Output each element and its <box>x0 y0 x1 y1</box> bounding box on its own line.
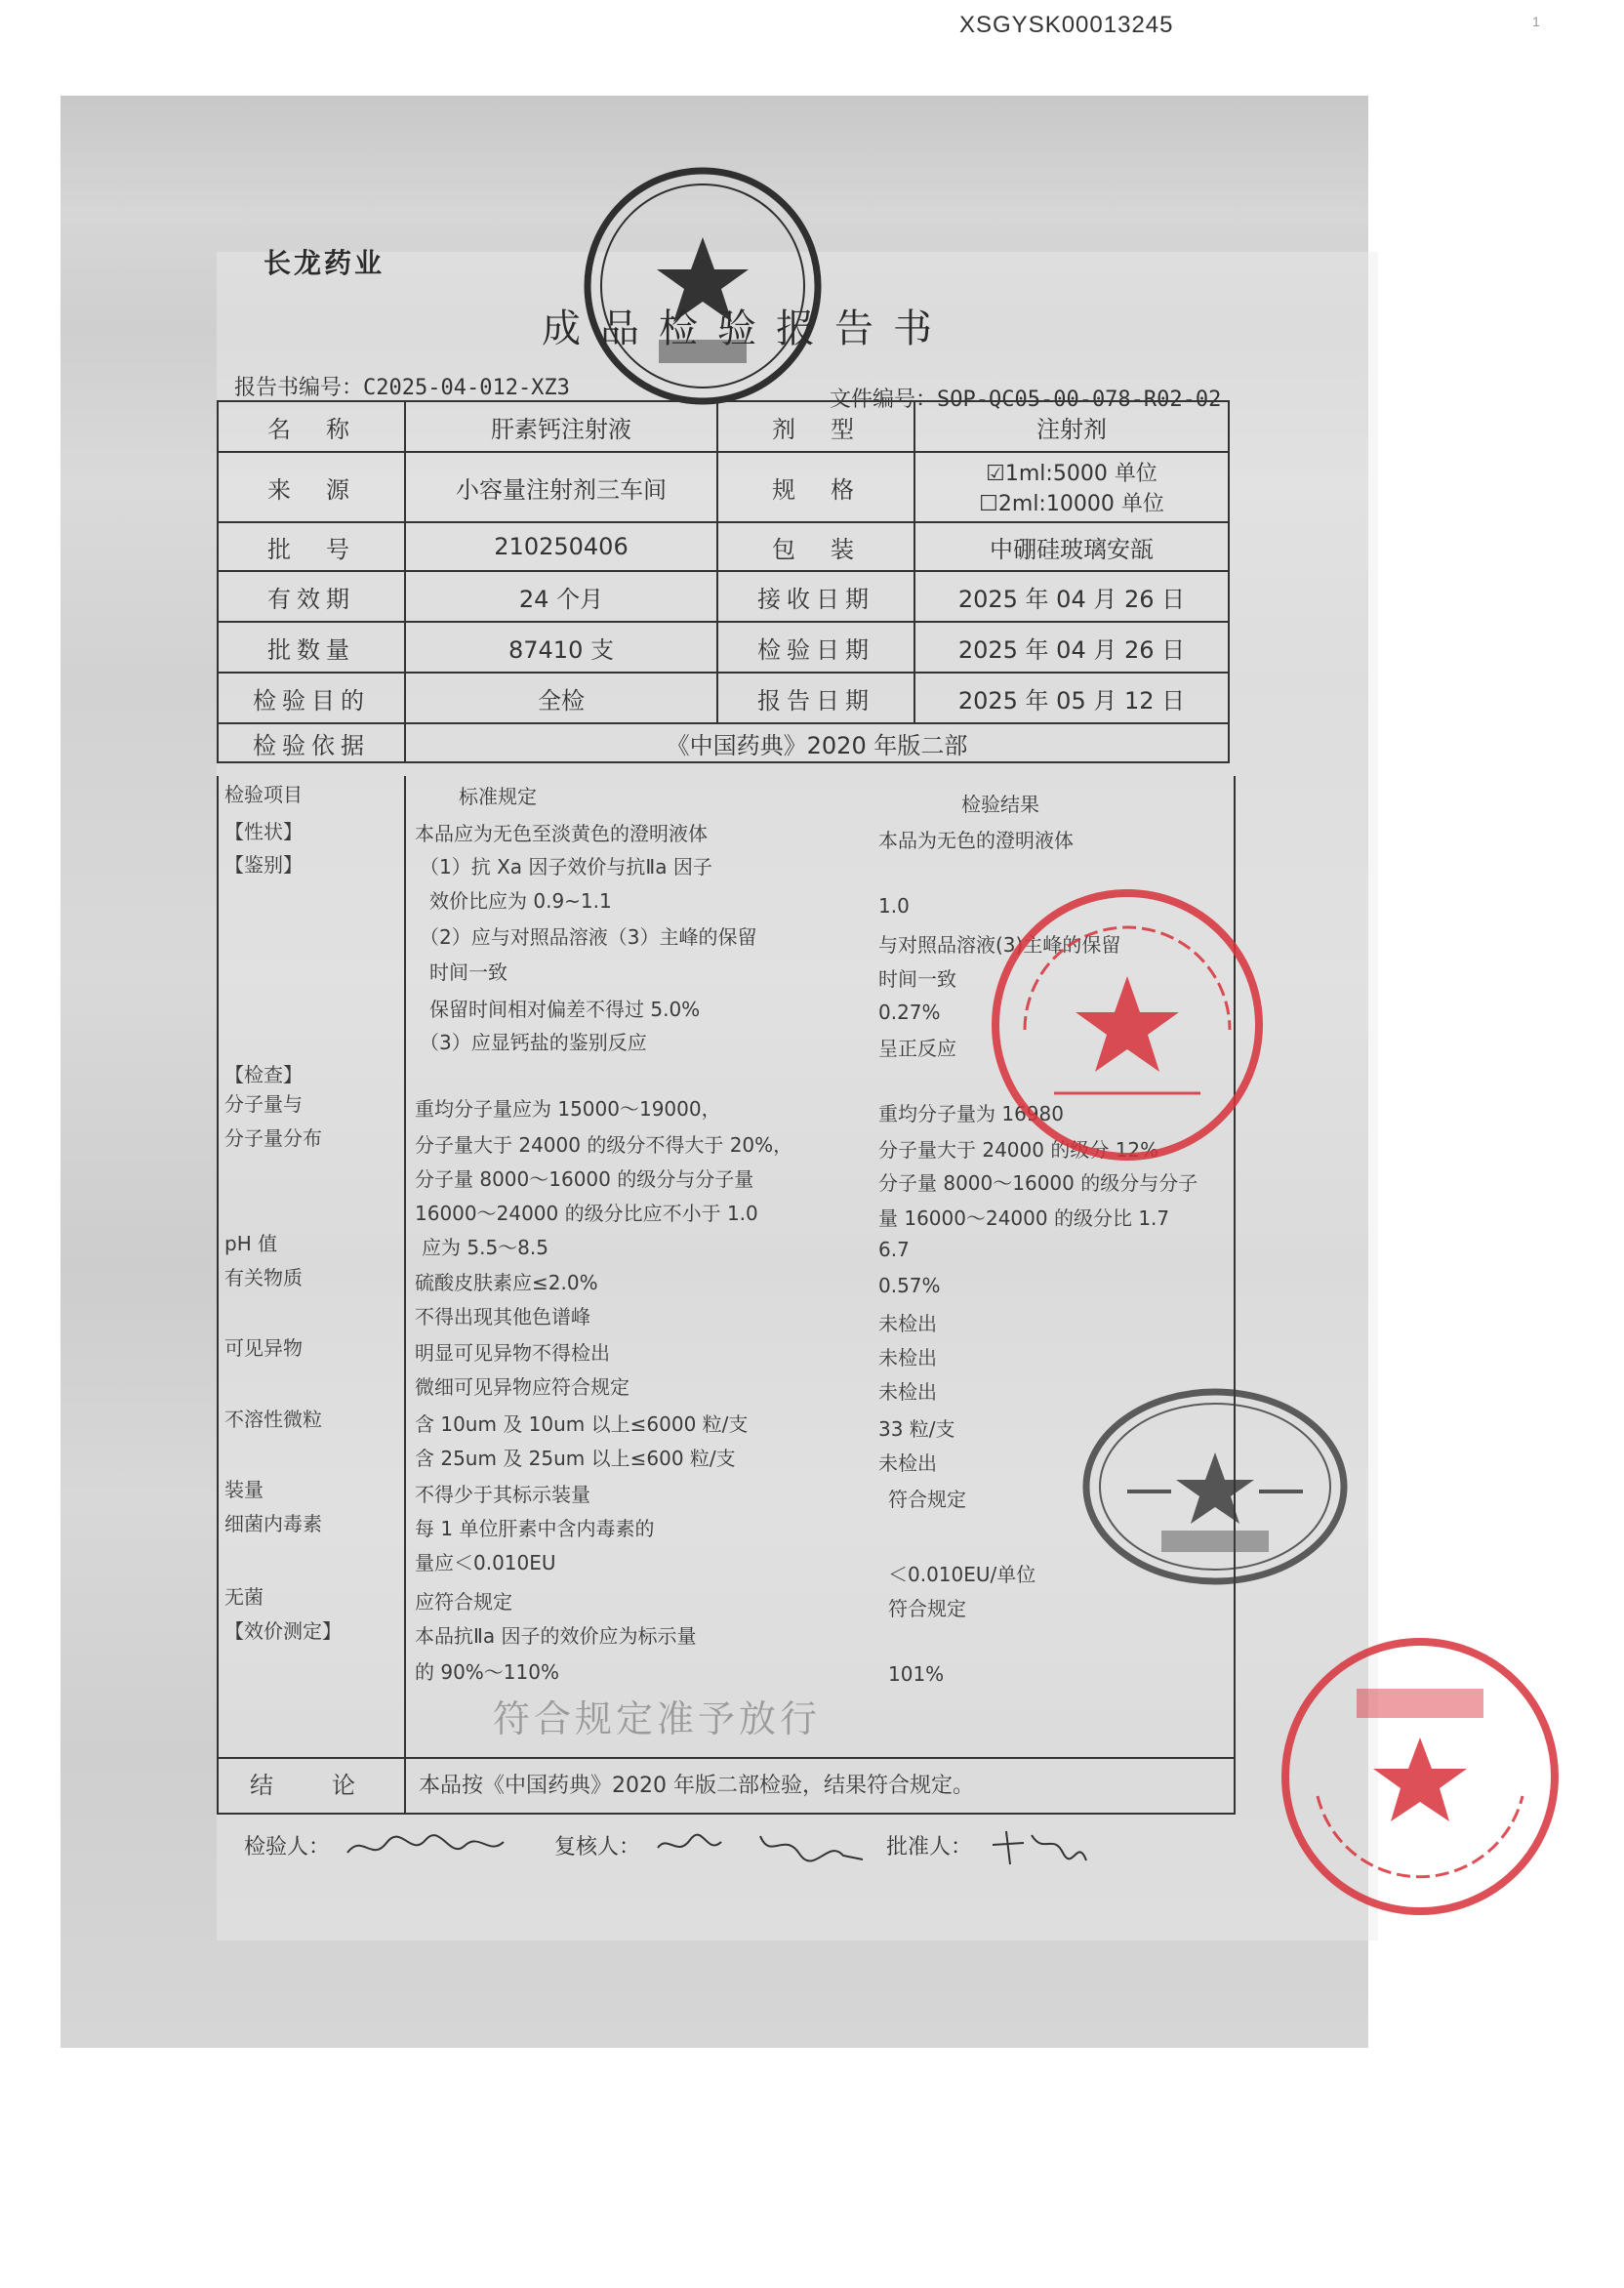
inspector-signature <box>343 1828 508 1867</box>
result-identification-2b: 时间一致 <box>878 967 956 991</box>
form-label: 剂 型 <box>717 401 914 452</box>
result-mw-1: 重均分子量为 16980 <box>878 1102 1064 1125</box>
jiangxi-quality-seal <box>1078 1384 1352 1589</box>
header-result: 检验结果 <box>961 793 1039 816</box>
conclusion-label: 结 论 <box>219 1759 406 1813</box>
item-related-substances: 有关物质 <box>224 1266 303 1289</box>
spec-label: 规 格 <box>717 452 914 522</box>
result-mw-2: 分子量大于 24000 的级分 12% <box>878 1138 1159 1162</box>
standard-visible-2: 微细可见异物应符合规定 <box>415 1375 629 1399</box>
result-related-2: 未检出 <box>878 1312 937 1335</box>
result-related-1: 0.57% <box>878 1274 941 1297</box>
item-mw-distribution: 分子量分布 <box>224 1126 322 1150</box>
test-date: 2025 年 04 月 26 日 <box>914 622 1229 673</box>
result-endotoxin: ＜0.010EU/单位 <box>888 1563 1036 1586</box>
report-title: 成品检验报告书 <box>542 306 952 351</box>
result-insoluble-1: 33 粒/支 <box>878 1417 955 1441</box>
result-character: 本品为无色的澄明液体 <box>878 829 1074 852</box>
standard-related-1: 硫酸皮肤素应≤2.0% <box>415 1271 598 1294</box>
standard-identification-2b: 时间一致 <box>429 960 508 984</box>
result-identification-1: 1.0 <box>878 894 910 918</box>
standard-insoluble-2: 含 25um 及 25um 以上≤600 粒/支 <box>415 1447 736 1470</box>
quantity-label: 批数量 <box>218 622 405 673</box>
result-retention: 0.27% <box>878 1001 941 1024</box>
validity: 24 个月 <box>405 571 717 622</box>
test-basis: 《中国药典》2020 年版二部 <box>405 723 1229 762</box>
release-stamp: 符合规定准予放行 <box>493 1697 822 1740</box>
item-sterility: 无菌 <box>224 1585 264 1609</box>
package: 中硼硅玻璃安瓿 <box>914 522 1229 571</box>
result-potency: 101% <box>888 1662 945 1686</box>
item-potency: 【效价测定】 <box>224 1619 342 1643</box>
test-date-label: 检验日期 <box>717 622 914 673</box>
dosage-form: 注射剂 <box>914 401 1229 452</box>
standard-identification-1b: 效价比应为 0.9~1.1 <box>429 889 612 913</box>
item-fill-volume: 装量 <box>224 1478 264 1501</box>
item-ph: pH 值 <box>224 1232 278 1255</box>
result-ph: 6.7 <box>878 1238 910 1261</box>
result-visible-1: 未检出 <box>878 1346 937 1369</box>
validity-label: 有效期 <box>218 571 405 622</box>
standard-endotoxin-1: 每 1 单位肝素中含内毒素的 <box>415 1517 655 1540</box>
receive-date-label: 接收日期 <box>717 571 914 622</box>
standard-ph: 应为 5.5～8.5 <box>422 1236 548 1259</box>
result-mw-4: 量 16000～24000 的级分比 1.7 <box>878 1206 1170 1230</box>
standard-identification-1: （1）抗 Xa 因子效价与抗Ⅱa 因子 <box>420 855 712 878</box>
standard-identification-3: （3）应显钙盐的鉴别反应 <box>420 1031 647 1054</box>
standard-sterility: 应符合规定 <box>415 1590 512 1614</box>
batch-number: 210250406 <box>405 522 717 571</box>
receive-date: 2025 年 04 月 26 日 <box>914 571 1229 622</box>
standard-related-2: 不得出现其他色谱峰 <box>415 1305 590 1328</box>
signature-line <box>244 1825 1092 1870</box>
result-sterility: 符合规定 <box>888 1597 966 1620</box>
standard-endotoxin-2: 量应＜0.010EU <box>415 1551 556 1574</box>
result-mw-3: 分子量 8000～16000 的级分与分子 <box>878 1171 1198 1195</box>
standard-insoluble-1: 含 10um 及 10um 以上≤6000 粒/支 <box>415 1412 749 1436</box>
product-name: 肝素钙注射液 <box>405 401 717 452</box>
standard-mw-3: 分子量 8000～16000 的级分与分子量 <box>415 1167 754 1191</box>
approver-signature <box>985 1825 1092 1870</box>
result-insoluble-2: 未检出 <box>878 1451 937 1475</box>
reviewer-signature <box>653 1826 868 1869</box>
batch-label: 批 号 <box>218 522 405 571</box>
conclusion-row <box>217 1757 1236 1815</box>
result-fill-volume: 符合规定 <box>888 1488 966 1511</box>
anhui-quality-seal <box>986 883 1269 1166</box>
item-insoluble-particles: 不溶性微粒 <box>224 1408 322 1431</box>
batch-quantity: 87410 支 <box>405 622 717 673</box>
info-table <box>217 400 1230 763</box>
standard-character: 本品应为无色至淡黄色的澄明液体 <box>415 822 708 845</box>
standard-potency-2: 的 90%～110% <box>415 1660 559 1684</box>
item-endotoxin: 细菌内毒素 <box>224 1512 322 1535</box>
inspector-label: 检验人： <box>244 1835 331 1859</box>
package-label: 包 装 <box>717 522 914 571</box>
test-purpose: 全检 <box>405 673 717 723</box>
basis-label: 检验依据 <box>218 723 405 762</box>
spec-option-1: ☑1ml:5000 单位 <box>986 462 1157 486</box>
item-molecular-weight: 分子量与 <box>224 1092 303 1116</box>
standard-mw-4: 16000～24000 的级分比应不小于 1.0 <box>415 1202 758 1225</box>
result-identification-3: 呈正反应 <box>878 1037 956 1060</box>
standard-identification-2: （2）应与对照品溶液（3）主峰的保留 <box>420 925 757 949</box>
item-identification: 【鉴别】 <box>224 853 303 877</box>
standard-potency-1: 本品抗Ⅱa 因子的效价应为标示量 <box>415 1624 697 1648</box>
name-label: 名 称 <box>218 401 405 452</box>
source: 小容量注射剂三车间 <box>405 452 717 522</box>
report-date-label: 报告日期 <box>717 673 914 723</box>
report-date: 2025 年 05 月 12 日 <box>914 673 1229 723</box>
standard-visible-1: 明显可见异物不得检出 <box>415 1341 610 1365</box>
source-label: 来 源 <box>218 452 405 522</box>
spec-option-2: ☐2ml:10000 单位 <box>979 492 1164 516</box>
result-identification-2: 与对照品溶液(3)主峰的保留 <box>878 933 1121 957</box>
standard-mw-1: 重均分子量应为 15000～19000， <box>415 1097 721 1121</box>
report-number: 报告书编号：C2025-04-012-XZ3 <box>234 376 570 400</box>
standard-mw-2: 分子量大于 24000 的级分不得大于 20%， <box>415 1133 793 1157</box>
company-name: 长龙药业 <box>264 247 386 279</box>
item-character: 【性状】 <box>224 820 303 843</box>
approver-label: 批准人： <box>886 1835 973 1859</box>
header-item: 检验项目 <box>224 783 303 806</box>
document-id: XSGYSK00013245 <box>959 12 1174 38</box>
header-standard: 标准规定 <box>459 785 537 808</box>
result-visible-2: 未检出 <box>878 1380 937 1404</box>
standard-retention: 保留时间相对偏差不得过 5.0% <box>429 998 701 1021</box>
jiangsu-quality-seal <box>1274 1630 1566 1923</box>
company-seal <box>581 164 825 408</box>
item-visible-particles: 可见异物 <box>224 1336 303 1360</box>
reviewer-label: 复核人： <box>554 1835 641 1859</box>
item-inspection: 【检查】 <box>224 1063 303 1086</box>
spec-cell <box>914 452 1229 522</box>
conclusion-text: 本品按《中国药典》2020 年版二部检验，结果符合规定。 <box>419 1774 974 1798</box>
standard-fill-volume: 不得少于其标示装量 <box>415 1483 590 1506</box>
file-number: 文件编号：SOP-QC05-00-078-R02-02 <box>830 388 1222 412</box>
page-number: 1 <box>1532 14 1540 29</box>
purpose-label: 检验目的 <box>218 673 405 723</box>
